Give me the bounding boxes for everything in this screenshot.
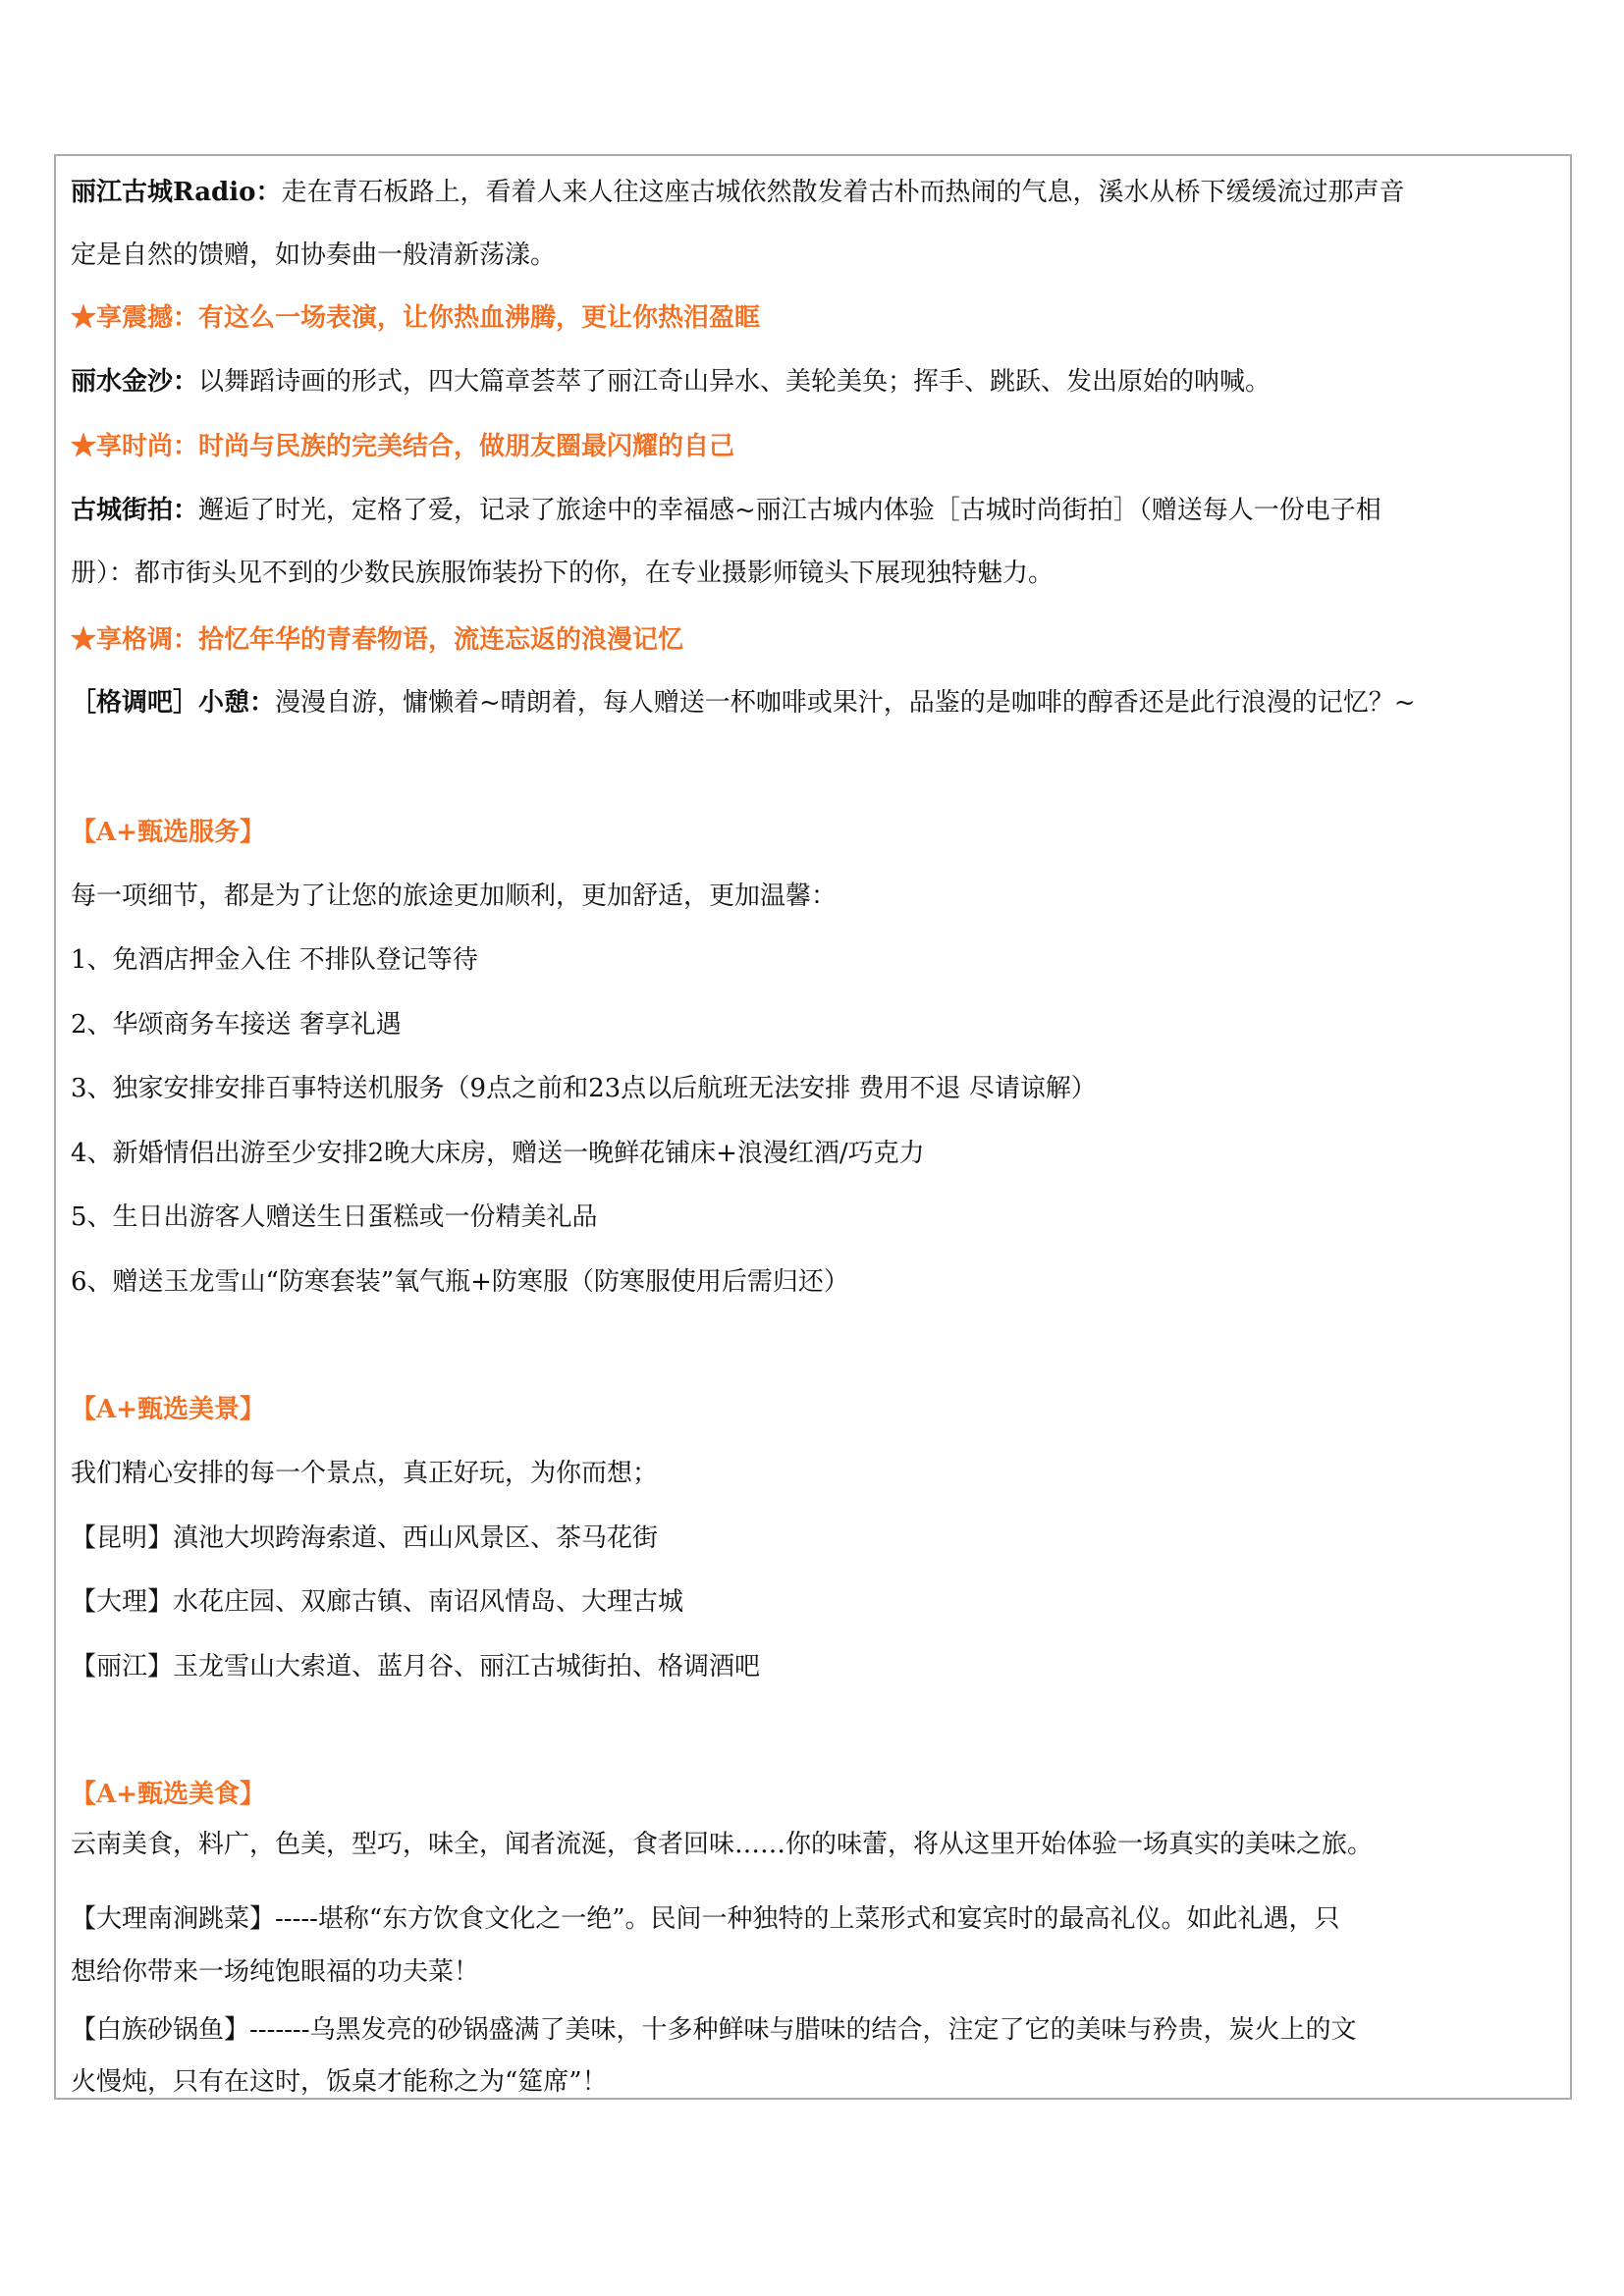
paragraph-text: 漫漫自游，慵懒着~晴朗着，每人赠送一杯咖啡或果汁，品鉴的是咖啡的醇香还是此行浪漫的记忆？~ bbox=[275, 688, 1416, 718]
paragraph-text: 走在青石板路上，看着人来人往这座古城依然散发着古朴而热闹的气息，溪水从桥下缓缓流过那声音 bbox=[281, 178, 1405, 207]
food-item-tiaocai: 【大理南涧跳菜】-----堪称“东方饮食文化之一绝”。民间一种独特的上菜形式和宴宾时的最高礼仪。如此礼遇，只 bbox=[71, 1904, 1340, 1934]
scenery-item-lijiang: 【丽江】玉龙雪山大索道、蓝月谷、丽江古城街拍、格调酒吧 bbox=[71, 1652, 761, 1682]
paragraph-bar bbox=[71, 683, 1565, 722]
section-title-service: 【A+甄选服务】 bbox=[71, 818, 265, 847]
highlight-heading-style: ★享格调：拾忆年华的青春物语，流连忘返的浪漫记忆 bbox=[71, 625, 684, 655]
service-item-2: 2、华颂商务车接送 奢享礼遇 bbox=[71, 1010, 402, 1040]
scenery-intro: 我们精心安排的每一个景点，真正好玩，为你而想； bbox=[71, 1459, 659, 1488]
paragraph-label: 古城街拍： bbox=[71, 496, 199, 525]
service-item-1: 1、免酒店押金入住 不排队登记等待 bbox=[71, 945, 478, 975]
service-item-4: 4、新婚情侣出游至少安排2晚大床房，赠送一晚鲜花铺床+浪漫红酒/巧克力 bbox=[71, 1139, 925, 1168]
paragraph-street-photo-cont: 册）：都市街头见不到的少数民族服饰装扮下的你，在专业摄影师镜头下展现独特魅力。 bbox=[71, 559, 1055, 588]
paragraph-label: 丽水金沙： bbox=[71, 367, 199, 397]
service-intro: 每一项细节，都是为了让您的旅途更加顺利，更加舒适，更加温馨： bbox=[71, 881, 838, 911]
paragraph-text: 邂逅了时光，定格了爱，记录了旅途中的幸福感~丽江古城内体验［古城时尚街拍］（赠送每人一份电子相 bbox=[198, 496, 1381, 525]
paragraph-golden-sands bbox=[71, 362, 1565, 401]
paragraph-text: 以舞蹈诗画的形式，四大篇章荟萃了丽江奇山异水、美轮美奂；挥手、跳跃、发出原始的呐喊。 bbox=[198, 367, 1272, 397]
section-title-scenery: 【A+甄选美景】 bbox=[71, 1395, 265, 1424]
service-item-3: 3、独家安排安排百事特送机服务（9点之前和23点以后航班无法安排 费用不退 尽请谅解） bbox=[71, 1074, 1097, 1103]
paragraph-radio bbox=[71, 173, 1565, 212]
paragraph-label: ［格调吧］小憩： bbox=[71, 688, 276, 718]
service-item-6: 6、赠送玉龙雪山“防寒套装”氧气瓶+防寒服（防寒服使用后需归还） bbox=[71, 1267, 849, 1297]
food-intro: 云南美食，料广，色美，型巧，味全，闻者流涎，食者回味……你的味蕾，将从这里开始体验一场真实的美味之旅。 bbox=[71, 1830, 1374, 1859]
highlight-heading-fashion: ★享时尚：时尚与民族的完美结合，做朋友圈最闪耀的自己 bbox=[71, 432, 735, 461]
service-item-5: 5、生日出游客人赠送生日蛋糕或一份精美礼品 bbox=[71, 1202, 598, 1232]
paragraph-label: 丽江古城Radio： bbox=[71, 178, 282, 207]
food-item-tiaocai-cont: 想给你带来一场纯饱眼福的功夫菜！ bbox=[71, 1957, 480, 1987]
paragraph-street-photo bbox=[71, 491, 1565, 530]
paragraph-radio-cont: 定是自然的馈赠，如协奏曲一般清新荡漾。 bbox=[71, 240, 557, 270]
scenery-item-kunming: 【昆明】滇池大坝跨海索道、西山风景区、茶马花街 bbox=[71, 1523, 659, 1553]
section-title-food: 【A+甄选美食】 bbox=[71, 1780, 265, 1809]
scenery-item-dali: 【大理】水花庄园、双廊古镇、南诏风情岛、大理古城 bbox=[71, 1587, 684, 1617]
highlight-heading-shock: ★享震撼：有这么一场表演，让你热血沸腾，更让你热泪盈眶 bbox=[71, 303, 761, 333]
food-item-fish-cont: 火慢炖，只有在这时，饭桌才能称之为“筵席”！ bbox=[71, 2067, 608, 2097]
food-item-fish: 【白族砂锅鱼】-------乌黑发亮的砂锅盛满了美味，十多种鲜味与腊味的结合，注定了它的美味与矜贵，炭火上的文 bbox=[71, 2015, 1357, 2045]
